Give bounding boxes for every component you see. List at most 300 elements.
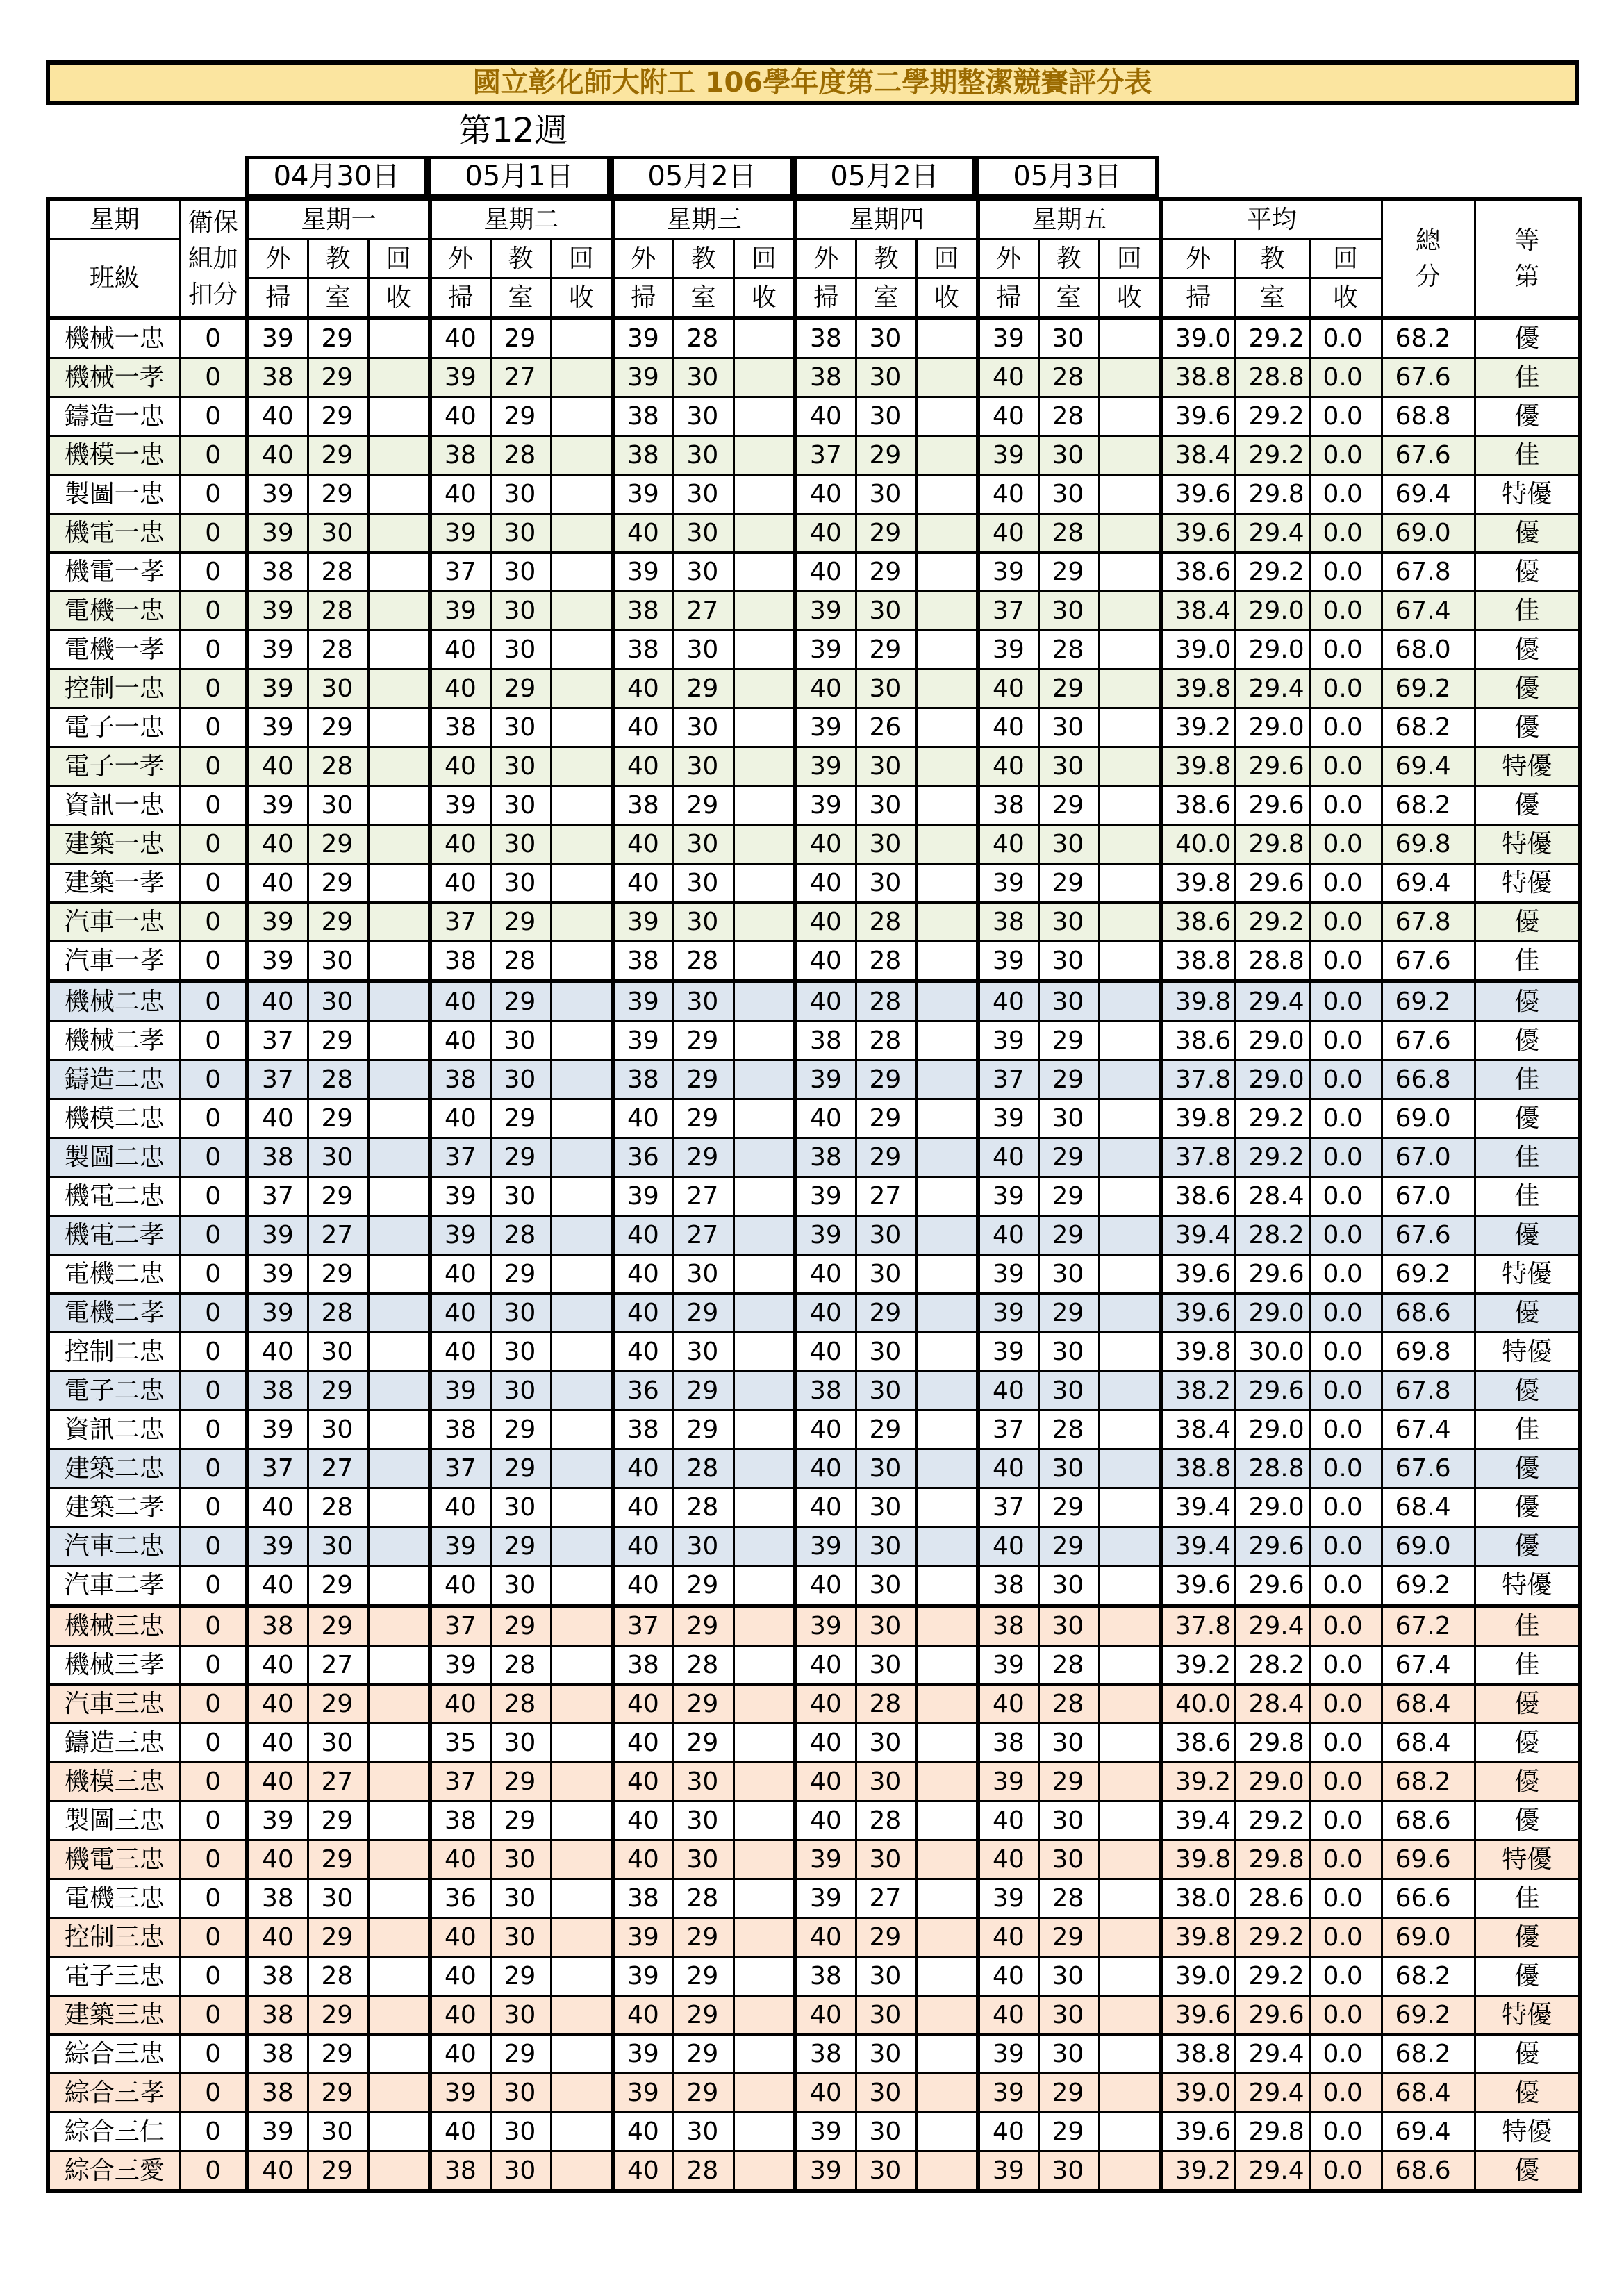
avg-outdoor-cell: 37.8 — [1161, 1138, 1235, 1177]
recycle-score-cell — [368, 864, 430, 903]
outdoor-score-cell: 38 — [430, 2152, 490, 2192]
classroom-score-cell: 30 — [1038, 1255, 1099, 1294]
classroom-score-cell: 27 — [308, 1646, 368, 1685]
recycle-score-cell — [551, 1996, 613, 2035]
class-name-cell: 資訊二忠 — [48, 1411, 180, 1449]
recycle-score-cell — [1099, 1566, 1161, 1606]
outdoor-score-cell: 37 — [978, 592, 1038, 631]
total-score-cell: 69.2 — [1382, 1255, 1475, 1294]
classroom-score-cell: 28 — [673, 1646, 734, 1685]
subheader-bottom: 收 — [368, 278, 430, 319]
recycle-score-cell — [734, 1527, 795, 1566]
outdoor-score-cell: 39 — [247, 1802, 308, 1840]
class-name-cell: 建築二忠 — [48, 1449, 180, 1488]
classroom-score-cell: 30 — [856, 1957, 916, 1996]
classroom-score-cell: 30 — [1038, 2035, 1099, 2074]
classroom-score-cell: 29 — [308, 1918, 368, 1957]
rank-cell: 優 — [1475, 1099, 1580, 1138]
outdoor-score-cell: 39 — [247, 318, 308, 358]
total-score-cell: 69.4 — [1382, 864, 1475, 903]
classroom-score-cell: 30 — [1038, 1099, 1099, 1138]
table-row — [48, 708, 1580, 747]
outdoor-score-cell: 38 — [430, 436, 490, 475]
classroom-score-cell: 28 — [308, 631, 368, 669]
recycle-score-cell — [551, 1216, 613, 1255]
classroom-score-cell: 29 — [490, 2035, 551, 2074]
recycle-score-cell — [734, 1177, 795, 1216]
avg-outdoor-cell: 38.6 — [1161, 1177, 1235, 1216]
recycle-score-cell — [368, 825, 430, 864]
classroom-score-cell: 30 — [856, 747, 916, 786]
recycle-score-cell — [916, 747, 978, 786]
classroom-score-cell: 29 — [308, 1996, 368, 2035]
classroom-score-cell: 28 — [490, 1685, 551, 1724]
classroom-score-cell: 28 — [856, 1802, 916, 1840]
recycle-score-cell — [368, 2074, 430, 2113]
classroom-score-cell: 29 — [490, 397, 551, 436]
classroom-score-cell: 30 — [856, 1566, 916, 1606]
recycle-score-cell — [551, 786, 613, 825]
recycle-score-cell — [1099, 397, 1161, 436]
avg-outdoor-cell: 39.2 — [1161, 1763, 1235, 1802]
recycle-score-cell — [916, 1411, 978, 1449]
classroom-score-cell: 30 — [673, 864, 734, 903]
classroom-score-cell: 30 — [673, 553, 734, 592]
recycle-score-cell — [734, 864, 795, 903]
outdoor-score-cell: 40 — [613, 864, 673, 903]
avg-recycle-cell: 0.0 — [1309, 1255, 1382, 1294]
avg-recycle-cell: 0.0 — [1309, 747, 1382, 786]
avg-recycle-cell: 0.0 — [1309, 1646, 1382, 1685]
outdoor-score-cell: 40 — [978, 747, 1038, 786]
outdoor-score-cell: 39 — [247, 1255, 308, 1294]
outdoor-score-cell: 40 — [795, 942, 856, 982]
classroom-score-cell: 30 — [490, 1488, 551, 1527]
recycle-score-cell — [916, 514, 978, 553]
avg-outdoor-cell: 39.6 — [1161, 1255, 1235, 1294]
classroom-score-cell: 29 — [308, 397, 368, 436]
recycle-score-cell — [916, 1685, 978, 1724]
classroom-score-cell: 30 — [856, 864, 916, 903]
avg-outdoor-cell: 38.2 — [1161, 1372, 1235, 1411]
avg-outdoor-cell: 39.2 — [1161, 2152, 1235, 2192]
classroom-score-cell: 29 — [856, 1138, 916, 1177]
avg-recycle-cell: 0.0 — [1309, 358, 1382, 397]
subheader-bottom: 收 — [916, 278, 978, 319]
outdoor-score-cell: 39 — [613, 1022, 673, 1060]
class-name-cell: 建築二孝 — [48, 1488, 180, 1527]
outdoor-score-cell: 40 — [430, 2035, 490, 2074]
outdoor-score-cell: 38 — [247, 1957, 308, 1996]
classroom-score-cell: 30 — [490, 2113, 551, 2152]
total-score-cell: 69.0 — [1382, 1099, 1475, 1138]
classroom-score-cell: 29 — [673, 1411, 734, 1449]
weisheng-score-cell: 0 — [180, 1840, 247, 1879]
outdoor-score-cell: 40 — [795, 1411, 856, 1449]
classroom-score-cell: 29 — [1038, 1763, 1099, 1802]
recycle-score-cell — [368, 2113, 430, 2152]
class-name-cell: 控制三忠 — [48, 1918, 180, 1957]
outdoor-score-cell: 40 — [978, 358, 1038, 397]
table-row — [48, 1527, 1580, 1566]
classroom-score-cell: 30 — [1038, 1449, 1099, 1488]
outdoor-score-cell: 37 — [430, 553, 490, 592]
classroom-score-cell: 30 — [1038, 1606, 1099, 1646]
avg-outdoor-cell: 39.8 — [1161, 747, 1235, 786]
avg-classroom-cell: 29.6 — [1235, 864, 1309, 903]
recycle-score-cell — [916, 1802, 978, 1840]
classroom-score-cell: 29 — [308, 2035, 368, 2074]
weisheng-score-cell: 0 — [180, 1333, 247, 1372]
outdoor-score-cell: 40 — [430, 1566, 490, 1606]
outdoor-score-cell: 40 — [430, 1294, 490, 1333]
avg-classroom-cell: 29.2 — [1235, 397, 1309, 436]
subheader-top: 回 — [1309, 240, 1382, 278]
class-name-cell: 電機一忠 — [48, 592, 180, 631]
outdoor-score-cell: 40 — [430, 669, 490, 708]
table-row — [48, 436, 1580, 475]
avg-recycle-cell: 0.0 — [1309, 2152, 1382, 2192]
subheader-top: 外 — [613, 240, 673, 278]
class-name-cell: 電機三忠 — [48, 1879, 180, 1918]
outdoor-score-cell: 39 — [978, 1294, 1038, 1333]
classroom-score-cell: 29 — [1038, 669, 1099, 708]
classroom-score-cell: 30 — [673, 825, 734, 864]
outdoor-score-cell: 40 — [430, 981, 490, 1022]
recycle-score-cell — [551, 1957, 613, 1996]
classroom-score-cell: 30 — [1038, 1333, 1099, 1372]
avg-outdoor-cell: 39.2 — [1161, 1646, 1235, 1685]
table-row — [48, 1646, 1580, 1685]
class-name-cell: 製圖二忠 — [48, 1138, 180, 1177]
classroom-score-cell: 30 — [490, 708, 551, 747]
classroom-score-cell: 30 — [856, 786, 916, 825]
outdoor-score-cell: 38 — [613, 1060, 673, 1099]
outdoor-score-cell: 39 — [978, 2152, 1038, 2192]
weisheng-score-cell: 0 — [180, 747, 247, 786]
subheader-bottom: 掃 — [795, 278, 856, 319]
avg-recycle-cell: 0.0 — [1309, 436, 1382, 475]
recycle-score-cell — [916, 864, 978, 903]
avg-classroom-cell: 28.4 — [1235, 1177, 1309, 1216]
classroom-score-cell: 30 — [490, 2074, 551, 2113]
outdoor-score-cell: 39 — [795, 1216, 856, 1255]
outdoor-score-cell: 39 — [978, 1099, 1038, 1138]
outdoor-score-cell: 40 — [795, 1099, 856, 1138]
recycle-score-cell — [1099, 436, 1161, 475]
classroom-score-cell: 30 — [1038, 747, 1099, 786]
avg-recycle-cell: 0.0 — [1309, 553, 1382, 592]
classroom-score-cell: 30 — [856, 1763, 916, 1802]
classroom-score-cell: 29 — [856, 1294, 916, 1333]
recycle-score-cell — [734, 2074, 795, 2113]
outdoor-score-cell: 38 — [247, 1879, 308, 1918]
class-name-cell: 機模一忠 — [48, 436, 180, 475]
weisheng-score-cell: 0 — [180, 1918, 247, 1957]
outdoor-score-cell: 40 — [795, 903, 856, 942]
recycle-score-cell — [1099, 1060, 1161, 1099]
classroom-score-cell: 28 — [490, 1646, 551, 1685]
outdoor-score-cell: 38 — [795, 358, 856, 397]
outdoor-score-cell: 40 — [613, 1996, 673, 2035]
outdoor-score-cell: 39 — [978, 1646, 1038, 1685]
class-name-cell: 機械二孝 — [48, 1022, 180, 1060]
recycle-score-cell — [1099, 708, 1161, 747]
recycle-score-cell — [1099, 1372, 1161, 1411]
recycle-score-cell — [551, 1333, 613, 1372]
class-name-cell: 電機一孝 — [48, 631, 180, 669]
recycle-score-cell — [368, 1060, 430, 1099]
subheader-top: 教 — [673, 240, 734, 278]
rank-cell: 優 — [1475, 631, 1580, 669]
recycle-score-cell — [368, 1411, 430, 1449]
classroom-score-cell: 30 — [1038, 318, 1099, 358]
outdoor-score-cell: 40 — [613, 1724, 673, 1763]
subheader-bottom: 室 — [856, 278, 916, 319]
avg-outdoor-cell: 39.6 — [1161, 1294, 1235, 1333]
table-row — [48, 1177, 1580, 1216]
outdoor-score-cell: 40 — [978, 1216, 1038, 1255]
outdoor-score-cell: 39 — [795, 2152, 856, 2192]
outdoor-score-cell: 40 — [978, 1840, 1038, 1879]
weisheng-score-cell: 0 — [180, 1724, 247, 1763]
outdoor-score-cell: 39 — [247, 708, 308, 747]
total-score-cell: 69.0 — [1382, 1527, 1475, 1566]
recycle-score-cell — [916, 1840, 978, 1879]
recycle-score-cell — [916, 1255, 978, 1294]
subheader-top: 外 — [430, 240, 490, 278]
outdoor-score-cell: 40 — [430, 1099, 490, 1138]
avg-outdoor-cell: 39.8 — [1161, 864, 1235, 903]
recycle-score-cell — [1099, 825, 1161, 864]
outdoor-score-cell: 38 — [795, 1957, 856, 1996]
table-row — [48, 2035, 1580, 2074]
outdoor-score-cell: 39 — [430, 358, 490, 397]
outdoor-score-cell: 40 — [795, 825, 856, 864]
total-score-cell: 68.4 — [1382, 1685, 1475, 1724]
avg-classroom-cell: 29.6 — [1235, 1372, 1309, 1411]
avg-classroom-cell: 28.8 — [1235, 358, 1309, 397]
rank-cell: 佳 — [1475, 1879, 1580, 1918]
classroom-score-cell: 29 — [490, 1527, 551, 1566]
classroom-score-cell: 29 — [308, 1840, 368, 1879]
class-name-cell: 汽車三忠 — [48, 1685, 180, 1724]
classroom-score-cell: 30 — [1038, 942, 1099, 982]
classroom-score-cell: 27 — [490, 358, 551, 397]
class-name-cell: 綜合三愛 — [48, 2152, 180, 2192]
recycle-score-cell — [734, 318, 795, 358]
total-score-cell: 68.8 — [1382, 397, 1475, 436]
weekday-label: 星期 — [48, 199, 180, 240]
avg-recycle-cell: 0.0 — [1309, 1802, 1382, 1840]
recycle-score-cell — [368, 708, 430, 747]
outdoor-score-cell: 39 — [613, 2035, 673, 2074]
avg-outdoor-cell: 39.8 — [1161, 1840, 1235, 1879]
classroom-score-cell: 29 — [673, 1685, 734, 1724]
outdoor-score-cell: 39 — [978, 1255, 1038, 1294]
table-row — [48, 2074, 1580, 2113]
recycle-score-cell — [734, 1449, 795, 1488]
recycle-score-cell — [551, 708, 613, 747]
outdoor-score-cell: 40 — [430, 1685, 490, 1724]
outdoor-score-cell: 37 — [795, 436, 856, 475]
weisheng-score-cell: 0 — [180, 942, 247, 982]
classroom-score-cell: 29 — [1038, 553, 1099, 592]
class-name-cell: 建築一忠 — [48, 825, 180, 864]
classroom-score-cell: 30 — [308, 1138, 368, 1177]
recycle-score-cell — [551, 1763, 613, 1802]
classroom-score-cell: 28 — [490, 942, 551, 982]
outdoor-score-cell: 36 — [613, 1138, 673, 1177]
recycle-score-cell — [368, 1177, 430, 1216]
outdoor-score-cell: 39 — [978, 1333, 1038, 1372]
classroom-score-cell: 30 — [490, 786, 551, 825]
avg-recycle-cell: 0.0 — [1309, 1996, 1382, 2035]
rank-cell: 佳 — [1475, 1138, 1580, 1177]
recycle-score-cell — [1099, 514, 1161, 553]
recycle-score-cell — [1099, 1527, 1161, 1566]
outdoor-score-cell: 39 — [795, 786, 856, 825]
recycle-score-cell — [1099, 864, 1161, 903]
recycle-score-cell — [368, 1216, 430, 1255]
outdoor-score-cell: 40 — [247, 1724, 308, 1763]
outdoor-score-cell: 40 — [613, 1449, 673, 1488]
outdoor-score-cell: 40 — [795, 1333, 856, 1372]
recycle-score-cell — [916, 1488, 978, 1527]
avg-outdoor-cell: 39.8 — [1161, 1099, 1235, 1138]
classroom-score-cell: 29 — [308, 708, 368, 747]
recycle-score-cell — [916, 786, 978, 825]
avg-outdoor-cell: 38.6 — [1161, 1022, 1235, 1060]
table-row — [48, 592, 1580, 631]
outdoor-score-cell: 39 — [978, 631, 1038, 669]
outdoor-score-cell: 40 — [613, 747, 673, 786]
classroom-score-cell: 28 — [673, 2152, 734, 2192]
avg-classroom-cell: 29.4 — [1235, 2074, 1309, 2113]
classroom-score-cell: 28 — [1038, 397, 1099, 436]
rank-cell: 優 — [1475, 1527, 1580, 1566]
avg-recycle-cell: 0.0 — [1309, 2074, 1382, 2113]
weisheng-score-cell: 0 — [180, 553, 247, 592]
rank-cell: 優 — [1475, 1724, 1580, 1763]
classroom-score-cell: 30 — [1038, 1957, 1099, 1996]
recycle-score-cell — [916, 475, 978, 514]
classroom-score-cell: 29 — [1038, 1138, 1099, 1177]
avg-recycle-cell: 0.0 — [1309, 1840, 1382, 1879]
classroom-score-cell: 28 — [673, 1449, 734, 1488]
table-row — [48, 1957, 1580, 1996]
classroom-score-cell: 30 — [856, 475, 916, 514]
weisheng-score-cell: 0 — [180, 708, 247, 747]
table-row — [48, 1566, 1580, 1606]
subheader-top: 回 — [551, 240, 613, 278]
recycle-score-cell — [916, 397, 978, 436]
recycle-score-cell — [734, 2152, 795, 2192]
classroom-score-cell: 28 — [673, 1488, 734, 1527]
recycle-score-cell — [368, 1996, 430, 2035]
classroom-score-cell: 29 — [1038, 1022, 1099, 1060]
outdoor-score-cell: 38 — [430, 942, 490, 982]
outdoor-score-cell: 40 — [247, 1646, 308, 1685]
outdoor-score-cell: 39 — [613, 475, 673, 514]
classroom-score-cell: 28 — [490, 1216, 551, 1255]
outdoor-score-cell: 40 — [795, 669, 856, 708]
avg-outdoor-cell: 39.4 — [1161, 1488, 1235, 1527]
recycle-score-cell — [734, 942, 795, 982]
outdoor-score-cell: 37 — [613, 1606, 673, 1646]
table-row — [48, 1255, 1580, 1294]
classroom-score-cell: 30 — [856, 825, 916, 864]
classroom-score-cell: 28 — [1038, 358, 1099, 397]
recycle-score-cell — [551, 903, 613, 942]
outdoor-score-cell: 40 — [795, 1646, 856, 1685]
recycle-score-cell — [1099, 1724, 1161, 1763]
outdoor-score-cell: 36 — [430, 1879, 490, 1918]
outdoor-score-cell: 39 — [430, 2074, 490, 2113]
rank-cell: 優 — [1475, 669, 1580, 708]
outdoor-score-cell: 39 — [613, 358, 673, 397]
classroom-score-cell: 29 — [1038, 864, 1099, 903]
class-name-cell: 製圖一忠 — [48, 475, 180, 514]
outdoor-score-cell: 38 — [613, 592, 673, 631]
classroom-score-cell: 30 — [308, 1724, 368, 1763]
outdoor-score-cell: 40 — [978, 475, 1038, 514]
outdoor-score-cell: 38 — [978, 1606, 1038, 1646]
classroom-score-cell: 30 — [1038, 1840, 1099, 1879]
classroom-score-cell: 30 — [490, 1724, 551, 1763]
classroom-score-cell: 29 — [673, 669, 734, 708]
outdoor-score-cell: 39 — [795, 708, 856, 747]
outdoor-score-cell: 39 — [247, 786, 308, 825]
classroom-score-cell: 29 — [490, 1255, 551, 1294]
classroom-score-cell: 29 — [856, 1918, 916, 1957]
recycle-score-cell — [1099, 1802, 1161, 1840]
outdoor-score-cell: 40 — [247, 981, 308, 1022]
outdoor-score-cell: 39 — [978, 2035, 1038, 2074]
classroom-score-cell: 30 — [308, 1333, 368, 1372]
avg-classroom-cell: 29.0 — [1235, 1294, 1309, 1333]
total-label: 總 分 — [1382, 199, 1475, 318]
recycle-score-cell — [916, 708, 978, 747]
classroom-score-cell: 29 — [673, 2074, 734, 2113]
weisheng-score-cell: 0 — [180, 1685, 247, 1724]
rank-cell: 優 — [1475, 2074, 1580, 2113]
subheader-bottom: 掃 — [613, 278, 673, 319]
date-cell: 05月3日 — [976, 156, 1159, 197]
recycle-score-cell — [551, 1138, 613, 1177]
classroom-score-cell: 29 — [490, 669, 551, 708]
weekday-wed: 星期三 — [613, 199, 795, 240]
classroom-score-cell: 29 — [673, 1294, 734, 1333]
avg-classroom-cell: 29.2 — [1235, 1099, 1309, 1138]
recycle-score-cell — [1099, 1177, 1161, 1216]
classroom-score-cell: 29 — [673, 1606, 734, 1646]
outdoor-score-cell: 39 — [613, 1918, 673, 1957]
rank-cell: 優 — [1475, 1216, 1580, 1255]
weisheng-score-cell: 0 — [180, 1411, 247, 1449]
classroom-score-cell: 30 — [490, 1372, 551, 1411]
recycle-score-cell — [551, 1488, 613, 1527]
classroom-score-cell: 29 — [673, 1566, 734, 1606]
recycle-score-cell — [368, 2035, 430, 2074]
recycle-score-cell — [1099, 1333, 1161, 1372]
table-row — [48, 1060, 1580, 1099]
outdoor-score-cell: 40 — [795, 397, 856, 436]
classroom-score-cell: 28 — [490, 436, 551, 475]
outdoor-score-cell: 40 — [613, 2113, 673, 2152]
classroom-score-cell: 28 — [673, 942, 734, 982]
classroom-score-cell: 29 — [856, 514, 916, 553]
